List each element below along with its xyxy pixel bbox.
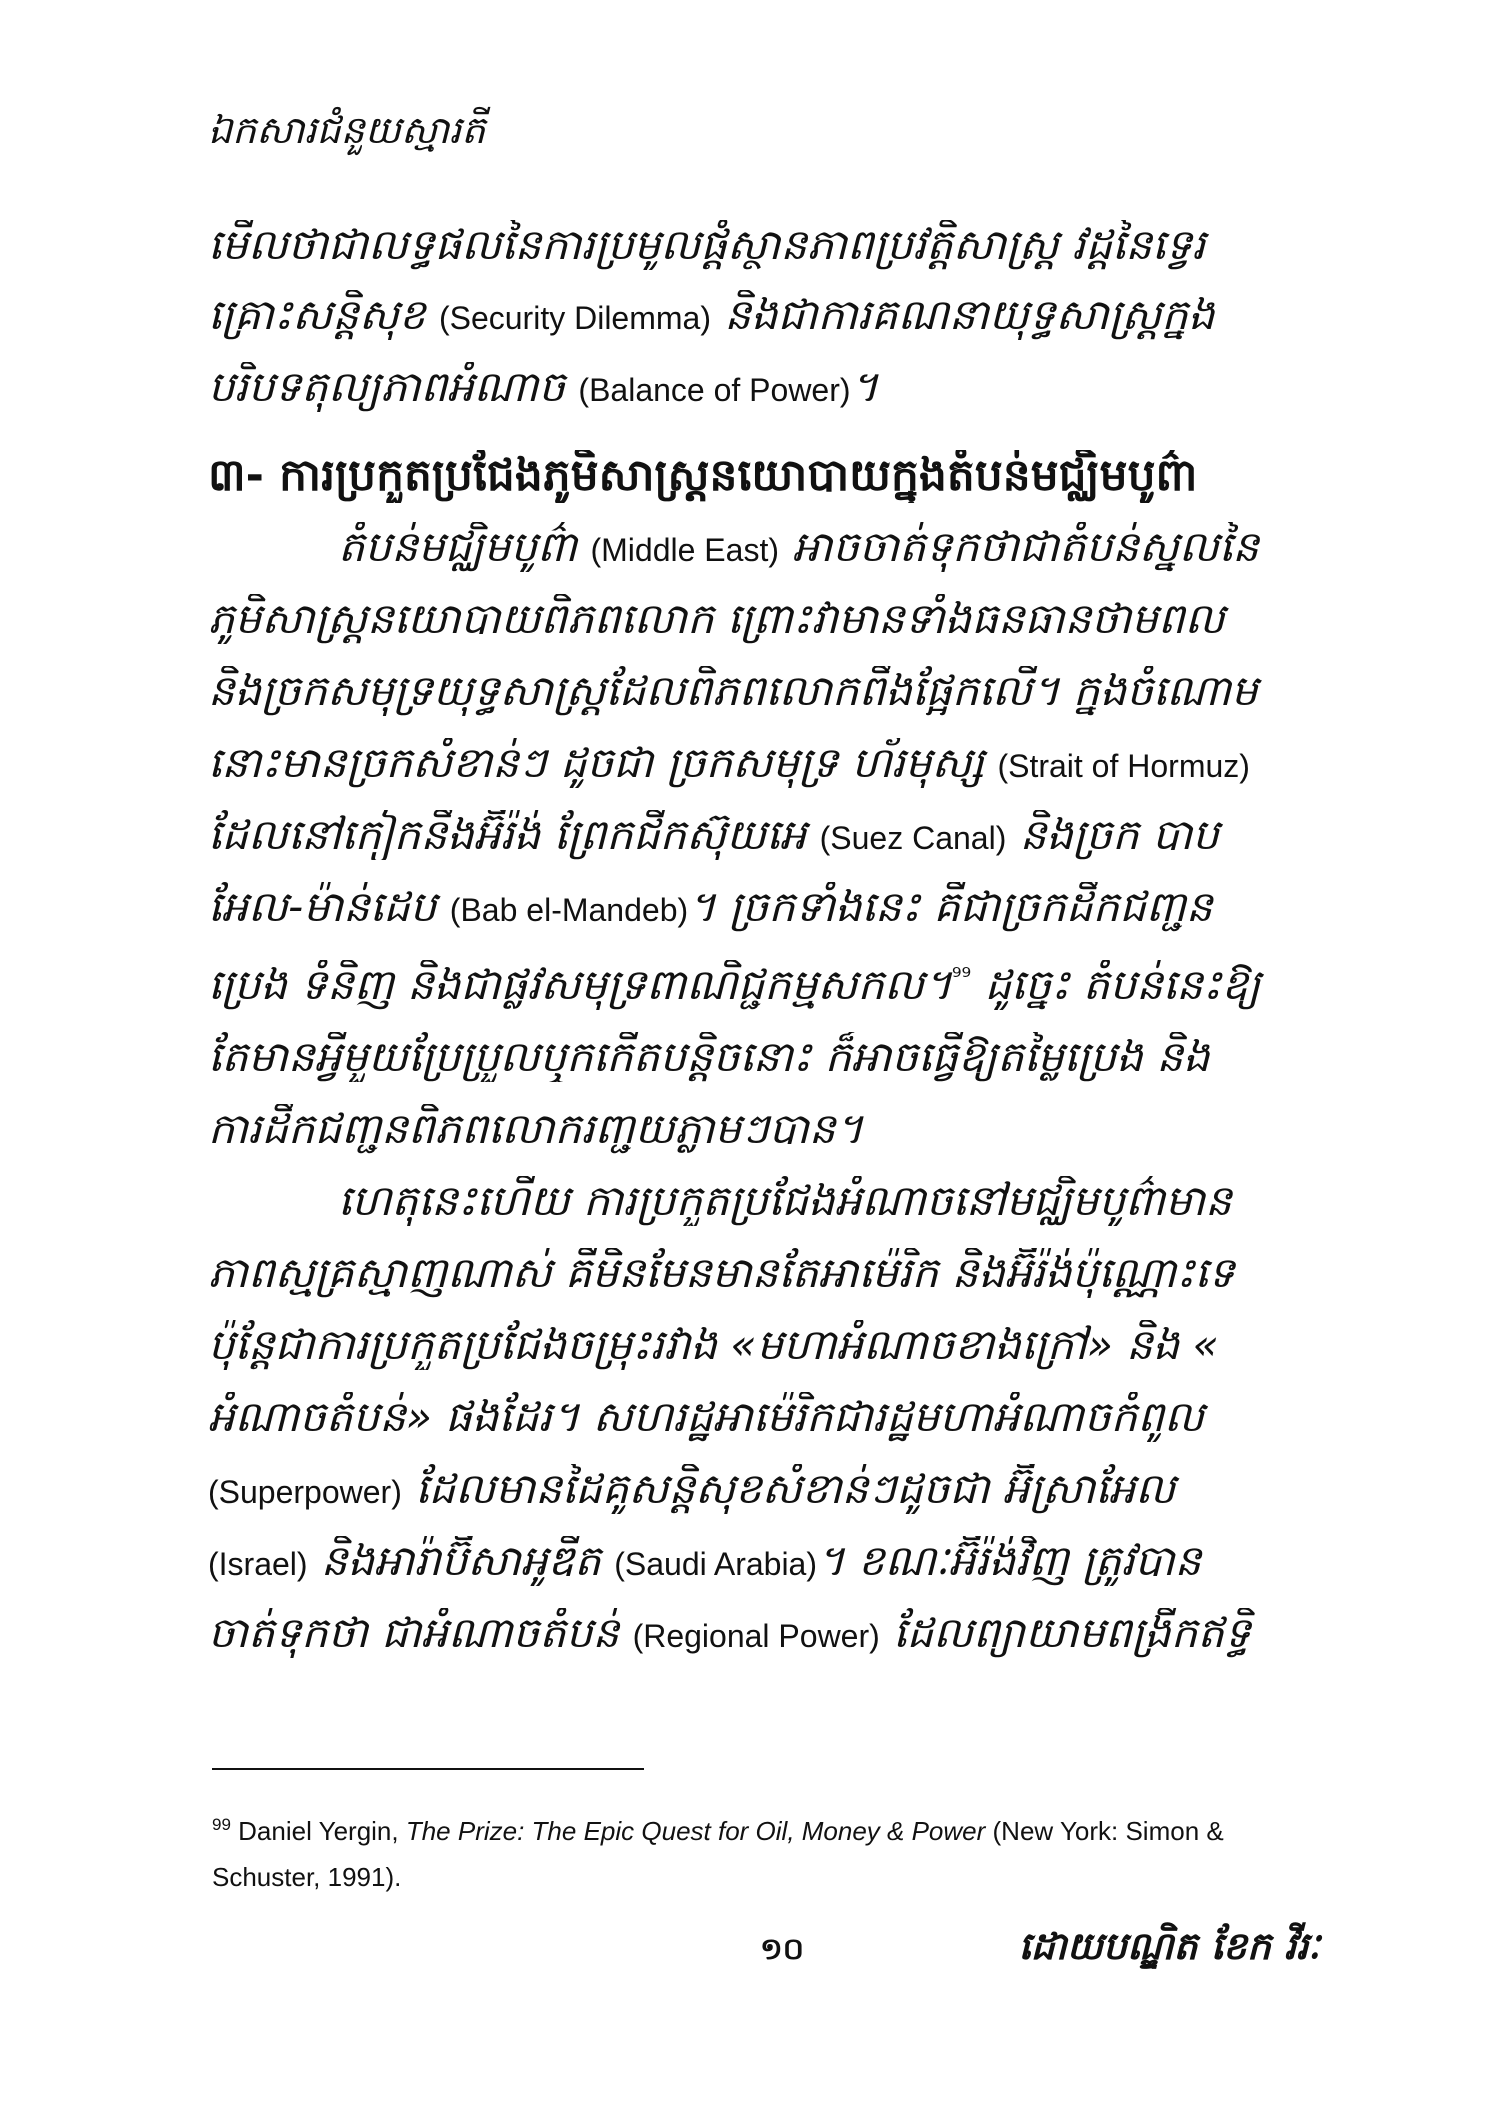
text-english: (Middle East) xyxy=(590,532,779,568)
text-khmer: នោះមានច្រកសំខាន់ៗ ដូចជា ច្រកសមុទ្រ ហ័រមុស្ស xyxy=(208,738,985,787)
text-khmer: និងអារ៉ាប៊ីសាអូឌីត xyxy=(320,1536,601,1585)
section-heading: ៣- ការប្រកួតប្រជែងភូមិសាស្ត្រនយោបាយក្នុងតំបន់មជ្ឈិមបូព៌ា xyxy=(208,450,1198,501)
text-khmer: ។ ច្រកទាំងនេះ គឺជាច្រកដឹកជញ្ជូន xyxy=(688,882,1213,931)
text-khmer: ដែលមានដៃគូសន្តិសុខសំខាន់ៗដូចជា អ៊ីស្រាអែល xyxy=(415,1464,1176,1513)
text-english: (Balance of Power) xyxy=(578,372,851,408)
footnote-book-title: The Prize: The Epic Quest for Oil, Money & Power xyxy=(405,1816,986,1846)
paragraph-3-line-2: ភាពស្មុគ្រស្មាញណាស់ គឺមិនមែនមានតែអាម៉េរិក និងអ៊ីរ៉ង់ប៉ុណ្ណោះទេ xyxy=(208,1248,1235,1297)
text-english: (Israel) xyxy=(208,1546,308,1582)
paragraph-2-line-9: ការដឹកជញ្ជូនពិភពលោករញ្ជួយភ្លាមៗបាន។ xyxy=(208,1104,864,1153)
text-khmer: បរិបទតុល្យភាពអំណាច xyxy=(208,362,566,411)
footnote-publication: (New York: Simon & Schuster, 1991). xyxy=(212,1816,1224,1892)
text-english: (Suez Canal) xyxy=(819,820,1007,856)
paragraph-3-line-6 xyxy=(208,1536,1321,1586)
text-english: (Regional Power) xyxy=(632,1618,880,1654)
paragraph-2-line-3: និងច្រកសមុទ្រយុទ្ធសាស្ត្រដែលពិភពលោកពឹងផ្អែកលើ។ ក្នុងចំណោម xyxy=(208,666,1258,715)
text-english: (Superpower) xyxy=(208,1474,402,1510)
paragraph-2-line-7 xyxy=(208,960,1321,1010)
text-khmer: ដែលព្យាយាមពង្រីកឥទ្ធិ xyxy=(893,1608,1251,1657)
paragraph-2-line-4 xyxy=(208,738,1321,788)
text-khmer: អាចចាត់ទុកថាជាតំបន់ស្នូលនៃ xyxy=(792,522,1259,571)
paragraph-2-line-6 xyxy=(208,882,1321,932)
footnote-number: 99 xyxy=(212,1815,231,1834)
paragraph-3-line-5 xyxy=(208,1464,1321,1514)
paragraph-1-line-2 xyxy=(208,290,1321,340)
paragraph-3-line-4: អំណាចតំបន់» ផងដែរ។ សហរដ្ឋអាម៉េរិកជារដ្ឋមហាអំណាចកំពូល xyxy=(208,1392,1204,1441)
text-english: (Saudi Arabia) xyxy=(614,1546,817,1582)
text-khmer: គ្រោះសន្តិសុខ xyxy=(208,290,426,339)
text-khmer: ដែលនៅកៀកនឹងអ៊ីរ៉ង់ ព្រែកជីកស៊ុយអេ xyxy=(208,810,807,859)
text-khmer: និងច្រក បាប xyxy=(1019,810,1219,859)
author-credit: ដោយបណ្ឌិត ខែក វីរៈ xyxy=(1018,1924,1320,1968)
footnote-reference: ⁹⁹ xyxy=(951,963,972,991)
text-khmer: ។ xyxy=(850,362,879,411)
text-khmer: អែល-ម៉ាន់ដេប xyxy=(208,882,437,931)
text-khmer: ប្រេង ទំនិញ និងជាផ្លូវសមុទ្រពាណិជ្ជកម្មសកល។ xyxy=(208,960,952,1009)
footnote xyxy=(212,1802,1322,1900)
paragraph-1-line-3 xyxy=(208,362,1321,412)
text-khmer: ចាត់ទុកថា ជាអំណាចតំបន់ xyxy=(208,1608,620,1657)
text-english: (Security Dilemma) xyxy=(438,300,711,336)
text-khmer: ។ ខណៈអ៊ីរ៉ង់វិញ ត្រូវបាន xyxy=(817,1536,1202,1585)
paragraph-2-line-1 xyxy=(208,522,1321,572)
footnote-author: Daniel Yergin, xyxy=(238,1816,406,1846)
page-number: ១០ xyxy=(760,1932,804,1967)
paragraph-3-line-1: ហេតុនេះហើយ ការប្រកួតប្រជែងអំណាចនៅមជ្ឈិមបូព៌ាមាន xyxy=(338,1176,1232,1225)
paragraph-2-line-5 xyxy=(208,810,1321,860)
text-english: (Strait of Hormuz) xyxy=(997,748,1250,784)
paragraph-3-line-3: ប៉ុន្តែជាការប្រកួតប្រជែងចម្រុះរវាង «មហាអំណាចខាងក្រៅ» និង « xyxy=(208,1320,1219,1369)
text-khmer: និងជាការគណនាយុទ្ធសាស្ត្រក្នុង xyxy=(724,290,1215,339)
paragraph-3-line-7 xyxy=(208,1608,1321,1658)
text-english: (Bab el-Mandeb) xyxy=(449,892,689,928)
text-khmer: ដូច្នេះ តំបន់នេះឱ្យ xyxy=(971,960,1261,1009)
paragraph-1-line-1: មើលថាជាលទ្ធផលនៃការប្រមូលផ្តុំស្ថានភាពប្រវត្តិសាស្ត្រ វដ្តនៃទ្វេរ xyxy=(208,220,1206,269)
footnote-separator xyxy=(212,1768,644,1770)
running-header: ឯកសារជំនួយស្មារតី xyxy=(208,108,486,152)
text-khmer: តំបន់មជ្ឈិមបូព៌ា xyxy=(338,522,578,571)
paragraph-2-line-8: តែមានអ្វីមួយប្រែប្រួលឬកកើតបន្តិចនោះ ក៏អាចធ្វើឱ្យតម្លៃប្រេង និង xyxy=(208,1032,1210,1081)
paragraph-2-line-2: ភូមិសាស្ត្រនយោបាយពិភពលោក ព្រោះវាមានទាំងធនធានថាមពល xyxy=(208,594,1225,643)
